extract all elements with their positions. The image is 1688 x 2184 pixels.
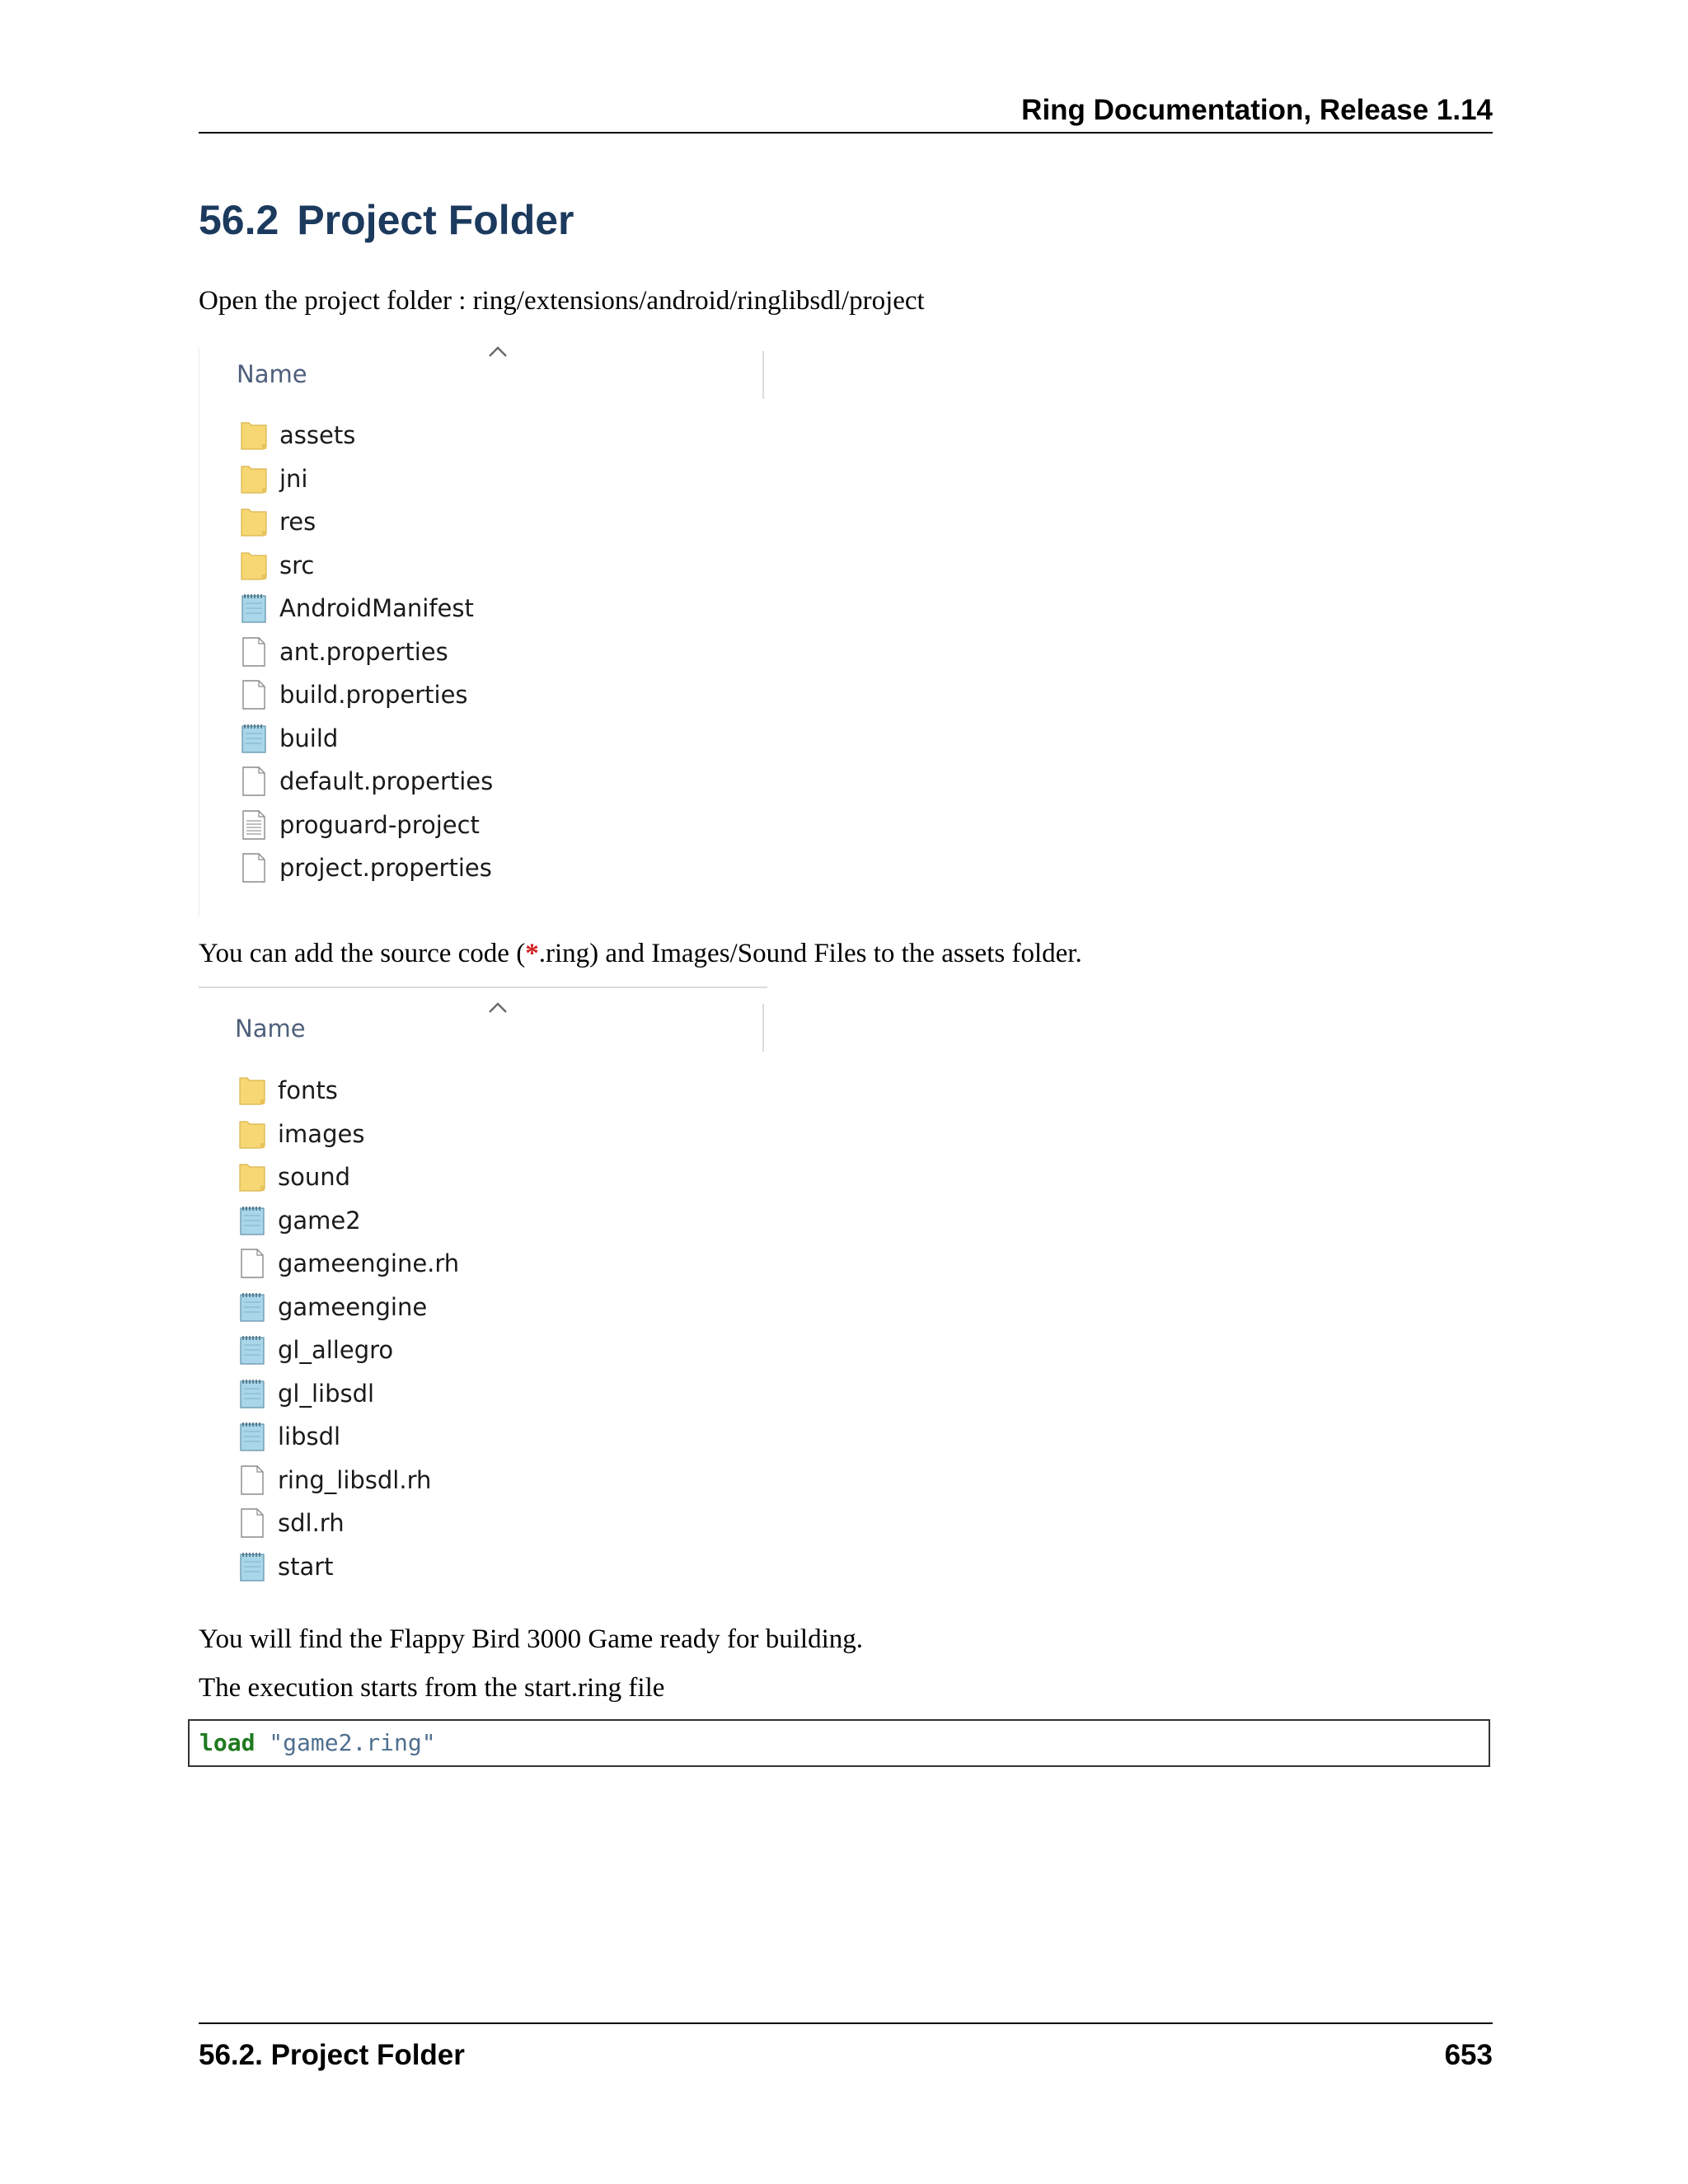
name-column-label: Name [237, 360, 307, 388]
file-row[interactable] [238, 1459, 459, 1502]
file-row[interactable] [238, 1415, 459, 1459]
file-name: gl_allegro [278, 1336, 394, 1365]
section-number: 56.2 [199, 197, 279, 243]
file-name: libsdl [278, 1422, 341, 1451]
file-row[interactable] [240, 630, 493, 674]
file-list [240, 414, 493, 890]
name-column-label: Name [235, 1015, 306, 1043]
name-column-header[interactable] [199, 987, 767, 1043]
file-row[interactable] [238, 1286, 459, 1329]
folder-icon [240, 549, 268, 582]
folder-icon [240, 505, 268, 538]
flappy-bird-paragraph: You will find the Flappy Bird 3000 Game ready for building. [199, 1624, 863, 1654]
file-name: assets [279, 421, 356, 450]
notepad-file-icon [240, 592, 268, 625]
sort-ascending-icon[interactable] [481, 996, 514, 1019]
file-name: sdl.rh [278, 1509, 345, 1538]
notepad-file-icon [238, 1291, 266, 1324]
file-name: ring_libsdl.rh [278, 1465, 432, 1494]
blank-file-icon [240, 851, 268, 884]
folder-icon [238, 1160, 266, 1193]
file-name: AndroidManifest [279, 594, 474, 623]
blank-file-icon [238, 1464, 266, 1497]
file-name: sound [278, 1163, 351, 1192]
file-row[interactable] [238, 1242, 459, 1286]
blank-file-icon [240, 765, 268, 798]
text-file-icon [240, 808, 268, 841]
file-name: src [279, 551, 315, 579]
page-number: 653 [1444, 2039, 1493, 2071]
file-row[interactable] [238, 1069, 459, 1113]
file-name: project.properties [279, 854, 492, 883]
file-row[interactable] [240, 804, 493, 847]
project-file-explorer [199, 348, 767, 916]
notepad-file-icon [238, 1377, 266, 1410]
execution-paragraph: The execution starts from the start.ring file [199, 1673, 665, 1703]
sort-ascending-icon[interactable] [481, 340, 514, 363]
file-name: ant.properties [279, 637, 448, 666]
column-divider[interactable] [762, 351, 764, 399]
file-name: gameengine [278, 1292, 428, 1321]
add-source-paragraph [199, 935, 1082, 972]
footer-rule [199, 2022, 1493, 2024]
add-source-text-start: You can add the source code ( [199, 939, 526, 968]
file-row[interactable] [240, 587, 493, 630]
file-row[interactable] [238, 1113, 459, 1156]
column-divider[interactable] [762, 1004, 764, 1052]
notepad-file-icon [238, 1333, 266, 1366]
page-header [199, 91, 1493, 134]
blank-file-icon [238, 1507, 266, 1540]
header-title: Ring Documentation, Release 1.14 [1021, 94, 1493, 126]
file-list [238, 1069, 459, 1588]
file-row[interactable] [238, 1329, 459, 1372]
file-name: build [279, 724, 339, 752]
file-row[interactable] [240, 544, 493, 588]
folder-icon [238, 1118, 266, 1151]
name-column-header[interactable] [199, 348, 767, 397]
section-heading [199, 191, 574, 249]
file-name: res [279, 508, 316, 537]
notepad-file-icon [238, 1550, 266, 1583]
code-block [188, 1719, 1490, 1767]
folder-icon [240, 462, 268, 495]
file-row[interactable] [238, 1372, 459, 1416]
blank-file-icon [240, 635, 268, 668]
file-row[interactable] [240, 760, 493, 804]
file-name: gameengine.rh [278, 1249, 460, 1278]
code-keyword: load [199, 1729, 256, 1756]
file-row[interactable] [238, 1502, 459, 1545]
open-folder-paragraph: Open the project folder : ring/extensions/android/ringlibsdl/project [199, 286, 925, 316]
file-row[interactable] [238, 1155, 459, 1199]
blank-file-icon [238, 1247, 266, 1280]
notepad-file-icon [240, 722, 268, 755]
file-row[interactable] [240, 673, 493, 717]
code-string: "game2.ring" [269, 1729, 436, 1756]
file-name: images [278, 1119, 365, 1148]
folder-icon [238, 1074, 266, 1107]
file-name: build.properties [279, 681, 468, 710]
add-source-text-end: .ring) and Images/Sound Files to the assets folder. [538, 939, 1082, 968]
file-name: fonts [278, 1076, 338, 1105]
footer-section: 56.2. Project Folder [199, 2039, 465, 2071]
file-name: default.properties [279, 767, 494, 796]
notepad-file-icon [238, 1420, 266, 1453]
file-name: start [278, 1552, 334, 1581]
file-row[interactable] [240, 457, 493, 501]
file-name: game2 [278, 1206, 361, 1235]
file-row[interactable] [240, 846, 493, 890]
file-name: gl_libsdl [278, 1379, 375, 1408]
wildcard-star: * [525, 939, 539, 968]
file-row[interactable] [240, 717, 493, 761]
file-name: jni [279, 464, 308, 493]
notepad-file-icon [238, 1204, 266, 1237]
section-title: Project Folder [297, 197, 574, 243]
file-name: proguard-project [279, 810, 480, 839]
file-row[interactable] [238, 1199, 459, 1243]
folder-icon [240, 419, 268, 452]
file-row[interactable] [240, 500, 493, 544]
file-row[interactable] [240, 414, 493, 457]
blank-file-icon [240, 678, 268, 711]
file-row[interactable] [238, 1545, 459, 1589]
assets-file-explorer [199, 987, 767, 1597]
